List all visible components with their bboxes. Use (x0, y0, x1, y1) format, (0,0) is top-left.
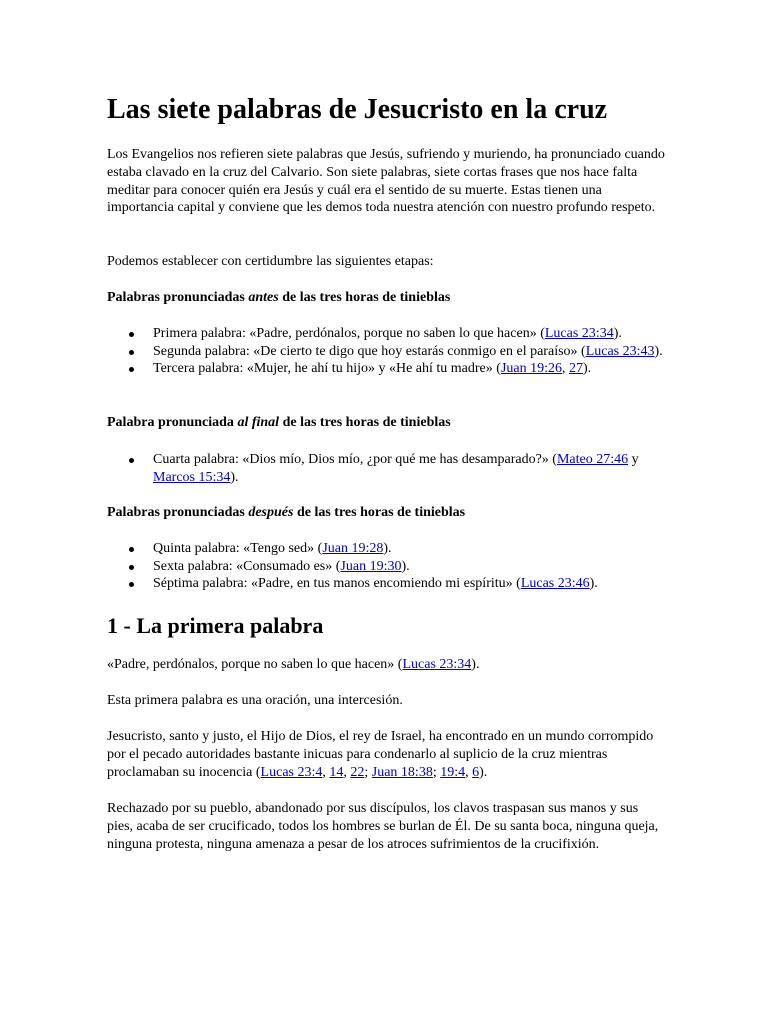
bible-reference-link[interactable]: Marcos 15:34 (153, 469, 231, 485)
bible-reference-link[interactable]: Juan 19:30 (340, 558, 402, 574)
list-despues (107, 540, 667, 593)
heading-emphasis: al final (237, 415, 280, 430)
list-item: Primera palabra: «Padre, perdónalos, porque no saben lo que hacen» (Lucas 23:34). (107, 325, 667, 343)
list-item: Cuarta palabra: «Dios mío, Dios mío, ¿por qué me has desamparado?» (Mateo 27:46 y Marcos 15:34). (107, 451, 667, 486)
list-item: Tercera palabra: «Mujer, he ahí tu hijo» y «He ahí tu madre» (Juan 19:26, 27). (107, 360, 667, 378)
heading-emphasis: después (248, 505, 294, 520)
section-heading-antes: Palabras pronunciadas antes de las tres horas de tinieblas (107, 290, 451, 305)
quote-paragraph: «Padre, perdónalos, porque no saben lo que hacen» (Lucas 23:34). (107, 657, 480, 672)
list-antes (107, 325, 667, 378)
bible-reference-link[interactable]: Lucas 23:43 (585, 343, 655, 359)
section-heading-despues: Palabras pronunciadas después de las tres horas de tinieblas (107, 505, 466, 520)
heading-emphasis: antes (248, 290, 279, 305)
bible-reference-link[interactable]: 22 (350, 764, 365, 780)
paragraph-rechazado: Rechazado por su pueblo, abandonado por sus discípulos, los clavos traspasan sus manos y sus pies, acaba de ser crucificado, todos los hombres se burlan de Él. De su santa boca, ninguna queja, ninguna protesta, ninguna amenaza a pesar de los atroces sufrimientos de la crucifixión. (107, 801, 659, 852)
bible-reference-link[interactable]: Juan 18:38 (371, 764, 433, 780)
section-title: 1 - La primera palabra (107, 613, 324, 638)
bible-reference-link[interactable]: Juan 19:28 (322, 541, 384, 556)
intro-paragraph-2: Podemos establecer con certidumbre las siguientes etapas: (107, 254, 434, 269)
list-final (107, 451, 667, 486)
list-item: Sexta palabra: «Consumado es» (Juan 19:30). (107, 558, 667, 576)
list-item: Quinta palabra: «Tengo sed» (Juan 19:28). (107, 540, 667, 558)
bible-reference-link[interactable]: 14 (329, 764, 344, 780)
bible-reference-link[interactable]: Lucas 23:4 (260, 764, 323, 780)
bible-reference-link[interactable]: 27 (569, 361, 583, 377)
bible-reference-link[interactable]: Lucas 23:46 (520, 576, 590, 592)
bible-reference-link[interactable]: Mateo 27:46 (556, 452, 629, 467)
bible-reference-link[interactable]: 6 (472, 764, 480, 780)
bible-reference-link[interactable]: Juan 19:26 (500, 361, 562, 377)
page-title: Las siete palabras de Jesucristo en la cruz (107, 94, 608, 125)
list-item: Segunda palabra: «De cierto te digo que hoy estarás conmigo en el paraíso» (Lucas 23:43). (107, 343, 667, 361)
paragraph-intercession: Esta primera palabra es una oración, una intercesión. (107, 693, 403, 708)
intro-paragraph-1: Los Evangelios nos refieren siete palabras que Jesús, sufriendo y muriendo, ha pronunciado cuando estaba clavado en la cruz del Calvario. Son siete palabras, siete cortas frases que nos hace falta meditar para conocer quién era Jesús y cuál era el sentido de su muerte. Estas tienen una importancia capital y conviene que les demos toda nuestra atención con nuestro profundo respeto. (107, 147, 665, 216)
section-heading-final: Palabra pronunciada al final de las tres horas de tinieblas (107, 415, 451, 430)
bible-reference-link[interactable]: 19:4 (440, 764, 466, 780)
list-item: Séptima palabra: «Padre, en tus manos encomiendo mi espíritu» (Lucas 23:46). (107, 575, 667, 593)
paragraph-jesucristo: Jesucristo, santo y justo, el Hijo de Dios, el rey de Israel, ha encontrado en un mundo corrompido por el pecado autoridades bastante inicuas para condenarlo al suplicio de la cruz mientras proclamaban su inocencia (Lucas 23:4, 14, 22; Juan 18:38; 19:4, 6). (107, 729, 654, 780)
bible-reference-link[interactable]: Lucas 23:34 (544, 326, 614, 341)
bible-reference-link[interactable]: Lucas 23:34 (402, 657, 472, 672)
